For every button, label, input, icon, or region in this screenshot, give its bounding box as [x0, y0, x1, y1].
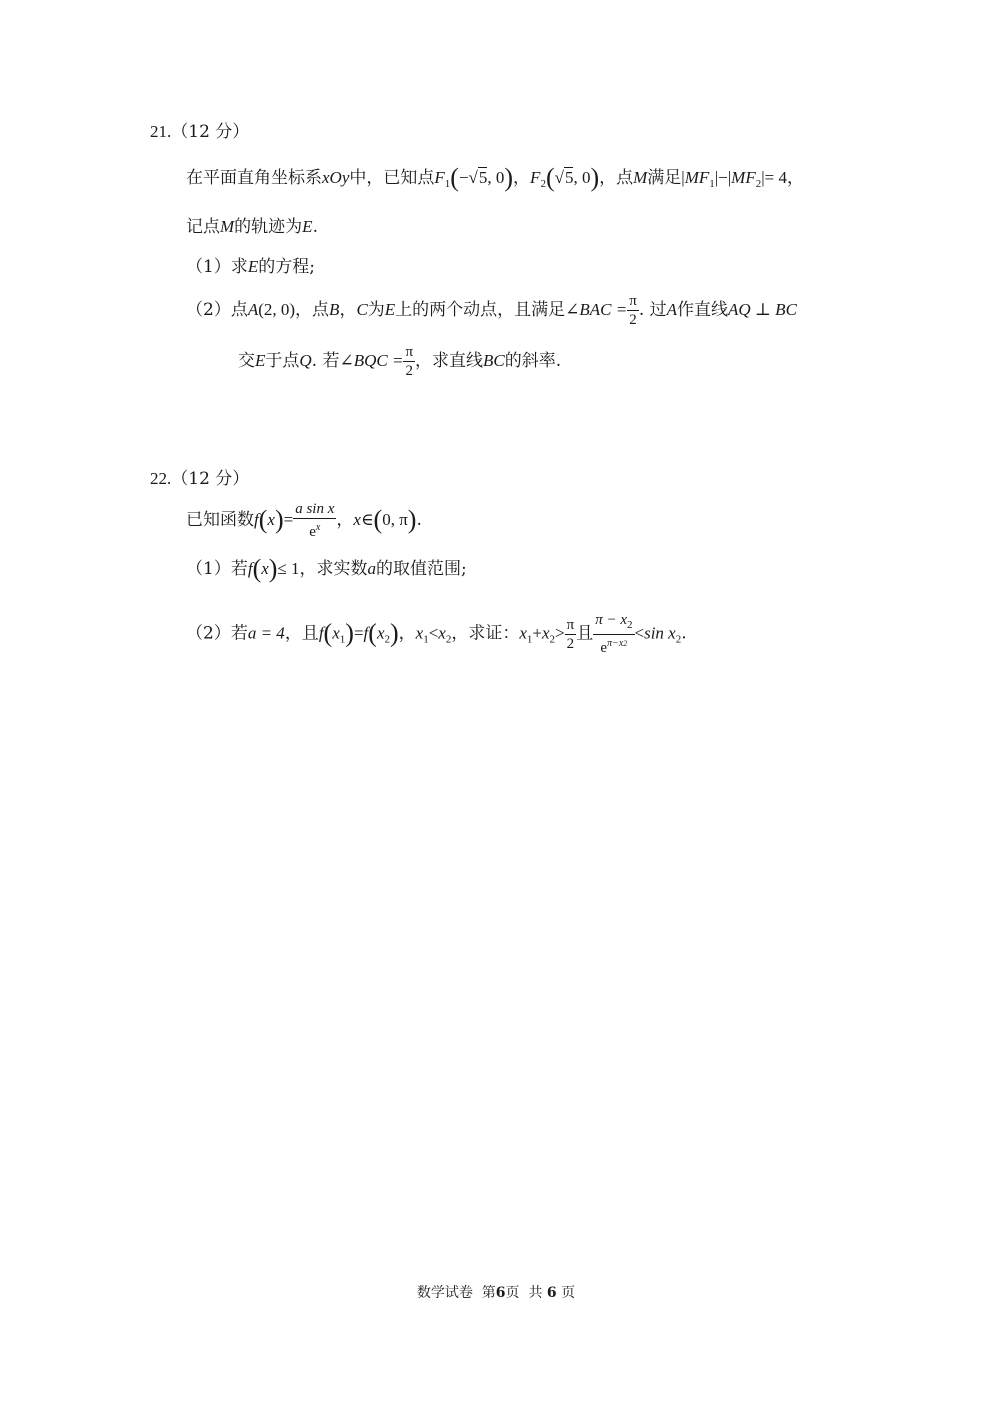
- variable-x: x: [261, 559, 269, 578]
- stem-text: 的方程;: [258, 257, 315, 277]
- sqrt-symbol: √: [554, 168, 564, 187]
- point-m: M: [633, 168, 648, 187]
- subscript: 1: [339, 633, 346, 646]
- sqrt-arg: 5: [478, 168, 488, 187]
- base-e: e: [309, 524, 316, 540]
- problem-number: 21.: [150, 122, 172, 141]
- coordinate-system: xOy: [322, 168, 350, 187]
- problem-22-header: [150, 468, 249, 490]
- problem-21-part2-line2: [238, 343, 561, 380]
- greater-than: >: [555, 623, 565, 643]
- paren-open: (: [323, 618, 333, 648]
- numerator-expr: π − x: [595, 612, 627, 628]
- less-than: <: [634, 623, 645, 643]
- locus-e: E: [247, 257, 259, 276]
- part-label: （1）: [186, 257, 231, 277]
- stem-text: 点: [230, 300, 248, 320]
- denominator: [593, 634, 634, 657]
- point-f2: F: [530, 168, 541, 187]
- subscript: 2: [549, 633, 556, 646]
- point-q: Q: [299, 351, 312, 370]
- segment-mf1: MF: [684, 168, 710, 187]
- subscript: 2: [755, 178, 762, 190]
- stem-text: 且: [576, 623, 594, 644]
- function-f: f: [247, 559, 253, 578]
- line-bc: BC: [483, 351, 505, 370]
- comma: ，: [398, 623, 416, 644]
- variable-x2: x: [438, 623, 446, 643]
- comma: ，: [513, 168, 531, 188]
- problem-21-stem-line1: [186, 163, 804, 195]
- problem-21-part1: [186, 256, 315, 278]
- subscript: 1: [444, 178, 451, 190]
- stem-text: 满足: [647, 168, 682, 188]
- angle-bqc: ∠BQC =: [339, 351, 404, 370]
- stem-text: 作直线: [677, 300, 729, 320]
- stem-text: 交: [238, 351, 255, 371]
- footer-page-prefix: 第: [481, 1285, 496, 1301]
- comma: ，: [786, 168, 804, 188]
- function-f: f: [363, 623, 369, 643]
- subscript: 2: [540, 178, 546, 190]
- point-c: C: [356, 300, 368, 319]
- paren-open: (: [545, 163, 555, 192]
- numerator: π: [629, 293, 637, 309]
- abs-bar: |: [714, 168, 719, 187]
- problem-22-part1: [186, 554, 467, 583]
- exponent: x: [315, 522, 321, 533]
- perpendicular-relation: AQ ⊥ BC: [728, 300, 797, 319]
- sqrt-arg: 5: [564, 168, 574, 187]
- coordinate: (2, 0): [258, 300, 296, 319]
- plus-sign: +: [532, 623, 542, 643]
- variable-x1: x: [519, 623, 527, 643]
- footer-page-unit: 页: [505, 1285, 520, 1301]
- fraction-pi-over-2: [403, 343, 415, 380]
- variable-x1: x: [332, 623, 340, 643]
- base-e: e: [600, 640, 608, 656]
- locus-e: E: [255, 351, 266, 370]
- variable-x: x: [267, 510, 275, 529]
- footer-total-number: 6: [546, 1285, 557, 1301]
- stem-text: ，点: [599, 168, 634, 188]
- footer-total-unit: 页: [561, 1285, 576, 1301]
- numerator: [593, 611, 634, 634]
- subscript: 1: [526, 633, 533, 646]
- problem-21-header: [150, 121, 249, 143]
- locus-e: E: [302, 217, 313, 236]
- subscript: 2: [623, 639, 628, 648]
- stem-text: . 过: [638, 300, 667, 320]
- stem-text: 若: [230, 559, 248, 579]
- variable-x2: x: [376, 623, 385, 643]
- fraction-pi-over-2: [627, 292, 639, 329]
- paren-open: (: [252, 554, 262, 583]
- stem-text: 记点: [186, 217, 220, 237]
- stem-text: 于点: [265, 351, 300, 371]
- paren-close: ): [590, 163, 600, 192]
- variable-x2: x: [541, 623, 550, 643]
- paren-open: (: [373, 505, 383, 534]
- subscript: 1: [423, 633, 429, 646]
- part-label: （2）: [186, 623, 231, 644]
- problem-points: （12 分）: [171, 469, 250, 489]
- footer-page-number: 6: [495, 1285, 506, 1301]
- stem-text: . 若: [311, 351, 340, 371]
- stem-text: 已知函数: [186, 510, 254, 530]
- abs-bar: |: [727, 168, 732, 187]
- denominator: 2: [627, 310, 639, 329]
- stem-text: ，求证：: [451, 623, 520, 644]
- subscript: 1: [709, 178, 715, 190]
- subscript: 2: [675, 633, 682, 646]
- angle-bac: ∠BAC =: [565, 300, 628, 319]
- exponent: [607, 638, 627, 649]
- point-a: A: [247, 300, 259, 319]
- subscript: 2: [384, 633, 390, 646]
- denominator: 2: [565, 634, 577, 653]
- minus-sign: −: [458, 168, 469, 187]
- exponent-expr: π−x: [607, 638, 624, 649]
- segment-mf2: MF: [731, 168, 756, 187]
- stem-text: 上的两个动点，且满足: [395, 300, 566, 320]
- stem-text: 为: [367, 300, 385, 320]
- problem-21-part2-line1: [186, 292, 797, 329]
- stem-text: 中，已知点: [349, 168, 435, 188]
- point-f1: F: [434, 168, 445, 187]
- equals-sign: =: [283, 510, 294, 529]
- problem-22-part2: [186, 611, 687, 657]
- less-than: <: [428, 623, 439, 643]
- element-of-sign: ∈: [360, 510, 374, 529]
- abs-bar: |: [761, 168, 765, 187]
- subscript: 2: [627, 619, 633, 631]
- stem-text: ，求实数: [299, 559, 368, 579]
- point-m: M: [220, 217, 235, 236]
- interval: 0, π: [382, 510, 408, 529]
- coord-rest: , 0: [487, 168, 505, 187]
- comma: ，: [339, 300, 357, 320]
- stem-text: 的轨迹为: [234, 217, 303, 237]
- paren-close: ): [407, 505, 417, 534]
- fraction-pi-minus-x2: [593, 611, 634, 657]
- sin-x2: sin x: [644, 623, 676, 643]
- point-a: A: [666, 300, 678, 319]
- paren-open: (: [368, 618, 377, 648]
- coord-rest: , 0: [573, 168, 591, 187]
- denominator: [293, 518, 336, 541]
- stem-text: ，求直线: [415, 351, 484, 371]
- abs-bar: |: [681, 168, 685, 187]
- period: .: [681, 623, 687, 644]
- numerator: π: [566, 616, 575, 633]
- part-label: （1）: [186, 559, 231, 579]
- paren-close: ): [274, 505, 284, 534]
- paren-close: ): [389, 618, 399, 648]
- paren-close: ): [345, 618, 354, 648]
- comma: ，: [336, 510, 354, 530]
- locus-e: E: [384, 300, 396, 319]
- paren-close: ): [504, 163, 514, 192]
- paren-open: (: [450, 163, 459, 192]
- stem-text: 求: [230, 257, 248, 277]
- problem-points: （12 分）: [171, 122, 250, 142]
- period: .: [416, 510, 422, 530]
- paren-open: (: [258, 505, 268, 534]
- stem-text: ，且: [284, 623, 319, 644]
- stem-text: 的斜率.: [504, 351, 562, 371]
- numerator: a sin x: [295, 501, 335, 517]
- equation-value: = 4: [764, 168, 787, 187]
- problem-22-stem: [186, 500, 422, 541]
- function-f: f: [318, 623, 324, 643]
- problem-number: 22.: [150, 469, 172, 488]
- function-f: f: [254, 510, 259, 529]
- denominator: 2: [403, 361, 415, 380]
- inequality: ≤ 1: [277, 559, 300, 578]
- paren-close: ): [268, 554, 278, 583]
- footer-title: 数学试卷: [416, 1285, 473, 1301]
- minus-sign: −: [718, 168, 728, 187]
- period: .: [312, 217, 318, 237]
- numerator: π: [405, 344, 414, 360]
- stem-text: 在平面直角坐标系: [186, 168, 322, 188]
- variable-x1: x: [415, 623, 424, 643]
- part-label: （2）: [186, 300, 231, 320]
- fraction-asinx-over-ex: [293, 500, 336, 541]
- variable-x: x: [353, 510, 361, 529]
- stem-text: ，点: [295, 300, 330, 320]
- problem-21-stem-line2: [186, 216, 318, 238]
- subscript: 2: [445, 633, 452, 646]
- variable-a: a: [367, 559, 377, 578]
- fraction-pi-over-2: [565, 616, 577, 653]
- equals-sign: =: [353, 623, 364, 643]
- page-footer: [0, 1282, 992, 1302]
- footer-total-prefix: 共: [528, 1285, 543, 1301]
- condition-a: a = 4: [247, 623, 285, 643]
- stem-text: 的取值范围;: [376, 559, 467, 579]
- point-b: B: [329, 300, 340, 319]
- sqrt-symbol: √: [468, 168, 478, 187]
- stem-text: 若: [230, 623, 248, 644]
